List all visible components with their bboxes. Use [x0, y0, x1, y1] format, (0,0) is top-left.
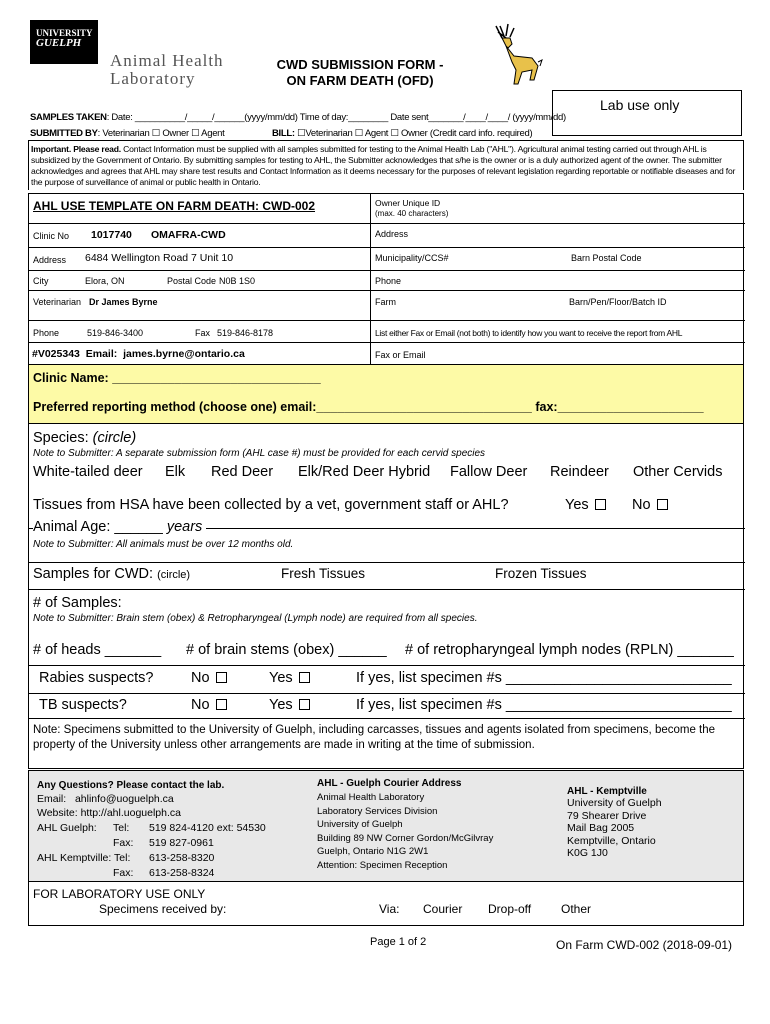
important-body: Contact Information must be supplied with all samples submitted for testing to the Animal Health Lab ("AHL"). Agricultural animal testing carried out through AHL is subsidized by the Government of Ontario. By submitting samples for testing to AHL, the Submitter acknowledges that s/he is the owner or is a duly authorized agent of the owner. The submitter acknowledges and agrees that AHL may share test results and Contact Information as it deems necessary for the purposes of relevant legislation regarding reportable or notifiable diseases and for the purpose of surveillance of animal or public health in Ontario. [31, 144, 736, 187]
species-option-elk-red-deer-hybrid[interactable]: Elk/Red Deer Hybrid [298, 464, 431, 480]
email-value[interactable]: james.byrne@ontario.ca [123, 348, 245, 360]
important-lead: Important. Please read. [31, 144, 121, 154]
bill-options[interactable]: ☐Veterinarian ☐ Agent ☐ Owner (Credit card info. required) [297, 128, 533, 139]
guelph-fax-label: Fax: [113, 837, 134, 849]
species-circle-hint: (circle) [92, 430, 137, 446]
species-option-white-tailed-deer[interactable]: White-tailed deer [33, 464, 143, 480]
email-label: Email: [85, 348, 118, 360]
kemptville-fax-label: Fax: [113, 867, 134, 879]
veterinarian-value[interactable]: Dr James Byrne [89, 297, 158, 307]
samples-taken-fields[interactable]: : Date: __________/_____/______(yyyy/mm/dd) Time of day:________ Date sent_______/____/____/ (yyyy/mm/dd) [106, 112, 566, 123]
contact-title: Any Questions? Please contact the lab. [37, 780, 225, 791]
fax-label: Fax [195, 328, 211, 338]
courier-line: Guelph, Ontario N1G 2W1 [317, 846, 429, 857]
laboratory-use-section [28, 882, 744, 926]
kemptville-line: 79 Shearer Drive [567, 809, 647, 822]
courier-address-title: AHL - Guelph Courier Address [317, 778, 462, 789]
owner-id-note: (max. 40 characters) [375, 209, 449, 218]
bill-line [272, 128, 532, 139]
via-option-other[interactable]: Other [561, 902, 592, 916]
owner-id-label: Owner Unique ID [375, 198, 441, 208]
vid-value: #V025343 [32, 348, 80, 360]
lab-name-line-1: Animal Health [110, 51, 224, 70]
via-label: Via: [379, 902, 400, 916]
species-label [33, 430, 136, 446]
logo-line-2: GUELPH [36, 37, 82, 49]
logo-line-1: UNIVERSITY [36, 28, 93, 38]
fax-or-email-label: Fax or Email [375, 350, 426, 360]
veterinarian-label: Veterinarian [33, 297, 82, 307]
page-number: Page 1 of 2 [370, 936, 427, 948]
clinic-name-line [33, 371, 321, 385]
tb-yes-label: Yes [269, 697, 293, 713]
contact-email-link[interactable]: ahlinfo@uoguelph.ca [74, 793, 174, 805]
lab-use-label: Lab use only [600, 97, 680, 113]
template-title: AHL USE TEMPLATE ON FARM DEATH: CWD-002 [33, 199, 316, 213]
tissues-no-label: No [632, 497, 651, 513]
tb-no-label: No [191, 697, 210, 713]
city-value[interactable]: Elora, ON [85, 276, 125, 286]
guelph-tel-label: Tel: [113, 822, 130, 834]
lab-name-line-2: Laboratory [110, 69, 196, 88]
property-note: Note: Specimens submitted to the University of Guelph, including carcasses, tissues and agents isolated from specimens, become the property of the University unless other arrangements are made in writing at the time of submission. [33, 724, 716, 751]
num-brain-stems-field[interactable]: # of brain stems (obex) ______ [186, 642, 387, 658]
address-label: Address [33, 255, 67, 265]
university-of-guelph-logo [30, 20, 98, 64]
ahl-wordmark [110, 52, 250, 88]
animal-age-line[interactable] [33, 519, 206, 535]
clinic-name-section [28, 364, 744, 424]
guelph-tel-value: 519 824-4120 ext: 54530 [149, 822, 266, 834]
rabies-yes-label: Yes [269, 670, 293, 686]
submitted-by-line [30, 128, 225, 139]
lab-only-title: FOR LABORATORY USE ONLY [33, 887, 206, 901]
submission-details [28, 424, 744, 769]
form-code: On Farm CWD-002 (2018-09-01) [556, 938, 733, 952]
species-note: Note to Submitter: A separate submission form (AHL case #) must be provided for each cervid species [33, 448, 486, 459]
samples-option-fresh-tissues[interactable]: Fresh Tissues [281, 566, 366, 581]
kemptville-address-title: AHL - Kemptville [567, 786, 647, 797]
preferred-reporting-method[interactable]: Preferred reporting method (choose one) email:_______________________________ fax:_____________________ [33, 400, 704, 414]
phone-label: Phone [33, 328, 60, 338]
bill-label: BILL: [272, 128, 295, 139]
deer-icon [478, 22, 548, 92]
samples-option-frozen-tissues[interactable]: Frozen Tissues [495, 566, 587, 581]
tissues-yes-checkbox[interactable] [595, 499, 606, 510]
courier-line: Building 89 NW Corner Gordon/McGilvray [317, 832, 494, 844]
animal-age-label: Animal Age: ______ [33, 519, 167, 535]
kemptville-tel-value: 613-258-8320 [149, 852, 215, 864]
courier-address-block [317, 791, 493, 872]
contact-email-label: Email: [37, 793, 67, 805]
tissues-yes-option[interactable] [565, 497, 606, 513]
rabies-suspects-label: Rabies suspects? [39, 670, 154, 686]
rabies-no-checkbox[interactable] [216, 672, 227, 683]
received-by-label: Specimens received by: [99, 902, 227, 916]
phone-value[interactable]: 519-846-3400 [87, 328, 144, 338]
vid-email-line [32, 348, 245, 360]
contact-email-line [37, 793, 174, 806]
rabies-no-option[interactable] [191, 670, 227, 686]
address-value[interactable]: 6484 Wellington Road 7 Unit 10 [85, 252, 234, 264]
num-samples-label: # of Samples: [33, 595, 122, 611]
courier-line: University of Guelph [317, 819, 403, 830]
species-option-red-deer[interactable]: Red Deer [211, 464, 274, 480]
kemptville-line: Mail Bag 2005 [567, 822, 635, 834]
ahl-template-table [28, 193, 744, 365]
samples-for-cwd-label [33, 566, 190, 582]
tb-no-option[interactable] [191, 697, 227, 713]
guelph-fax-value: 519 827-0961 [149, 837, 214, 849]
contact-website-link[interactable]: Website: http://ahl.uoguelph.ca [37, 807, 181, 819]
owner-phone-label: Phone [375, 276, 402, 286]
courier-line: Animal Health Laboratory [317, 792, 425, 803]
tissues-question: Tissues from HSA have been collected by a vet, government staff or AHL? [33, 497, 509, 513]
form-title-line-1: CWD SUBMISSION FORM - [276, 57, 444, 72]
city-label: City [33, 276, 49, 286]
rabies-yes-option[interactable] [269, 670, 310, 686]
clinic-name-label: Clinic Name: [33, 371, 113, 385]
tb-specimen-list-field[interactable]: If yes, list specimen #s ____________________________ [356, 697, 732, 713]
ahl-guelph-label: AHL Guelph: [37, 822, 97, 834]
courier-line: Laboratory Services Division [317, 805, 438, 817]
animal-age-unit: years [166, 519, 203, 535]
report-method-note: List either Fax or Email (not both) to identify how you want to receive the report from AHL [375, 328, 683, 338]
municipality-label: Municipality/CCS# [375, 253, 449, 263]
tissues-yes-label: Yes [565, 497, 589, 513]
tb-yes-checkbox[interactable] [299, 699, 310, 710]
rabies-no-label: No [191, 670, 210, 686]
species-option-fallow-deer[interactable]: Fallow Deer [450, 464, 528, 480]
num-rpln-field[interactable]: # of retropharyngeal lymph nodes (RPLN) _______ [405, 642, 734, 658]
species-option-reindeer[interactable]: Reindeer [550, 464, 609, 480]
kemptville-address-block [567, 797, 662, 860]
kemptville-fax-value: 613-258-8324 [149, 867, 215, 879]
kemptville-line: K0G 1J0 [567, 847, 608, 859]
via-option-drop-off[interactable]: Drop-off [488, 902, 532, 916]
postal-code-label: Postal Code [167, 276, 217, 286]
tb-yes-option[interactable] [269, 697, 310, 713]
tissues-no-option[interactable] [632, 497, 668, 513]
postal-code-value[interactable]: N0B 1S0 [219, 276, 256, 286]
barn-postal-code-label: Barn Postal Code [571, 253, 642, 263]
barn-id-label: Barn/Pen/Floor/Batch ID [569, 297, 667, 307]
animal-age-note: Note to Submitter: All animals must be over 12 months old. [33, 539, 294, 550]
kemptville-line: Kemptville, Ontario [567, 834, 656, 847]
form-title [270, 57, 450, 89]
farm-label: Farm [375, 297, 396, 307]
rabies-specimen-list-field[interactable]: If yes, list specimen #s ____________________________ [356, 670, 732, 686]
samples-for-cwd-text: Samples for CWD: [33, 566, 158, 582]
contact-info-section [28, 770, 744, 882]
important-notice [28, 140, 744, 190]
submitted-by-label: SUBMITTED BY [30, 128, 98, 139]
num-samples-note: Note to Submitter: Brain stem (obex) & Retropharyngeal (Lymph node) are required from all species. [33, 613, 478, 624]
rabies-yes-checkbox[interactable] [299, 672, 310, 683]
species-label-text: Species: [33, 430, 93, 446]
samples-taken-label: SAMPLES TAKEN [30, 112, 107, 123]
num-heads-field[interactable]: # of heads _______ [33, 642, 162, 658]
species-option-other-cervids[interactable]: Other Cervids [633, 464, 723, 480]
owner-address-label: Address [375, 229, 409, 239]
clinic-name-value[interactable]: OMAFRA-CWD [151, 229, 226, 241]
tb-suspects-label: TB suspects? [39, 697, 127, 713]
tissues-no-checkbox[interactable] [657, 499, 668, 510]
courier-line: Attention: Specimen Reception [317, 859, 448, 871]
fax-value[interactable]: 519-846-8178 [217, 328, 274, 338]
via-option-courier[interactable]: Courier [423, 902, 463, 916]
clinic-no-label: Clinic No [33, 231, 70, 241]
clinic-name-field[interactable]: ______________________________ [112, 371, 321, 385]
clinic-no-value[interactable]: 1017740 [91, 229, 132, 241]
ahl-kemptville-label: AHL Kemptville: Tel: [37, 852, 131, 864]
form-title-line-2: ON FARM DEATH (OFD) [286, 73, 434, 88]
species-option-elk[interactable]: Elk [165, 464, 186, 480]
tb-no-checkbox[interactable] [216, 699, 227, 710]
samples-taken-line [30, 112, 566, 123]
samples-circle-hint: (circle) [157, 569, 191, 581]
kemptville-line: University of Guelph [567, 797, 662, 809]
submitted-by-options[interactable]: : Veterinarian ☐ Owner ☐ Agent [97, 128, 225, 139]
